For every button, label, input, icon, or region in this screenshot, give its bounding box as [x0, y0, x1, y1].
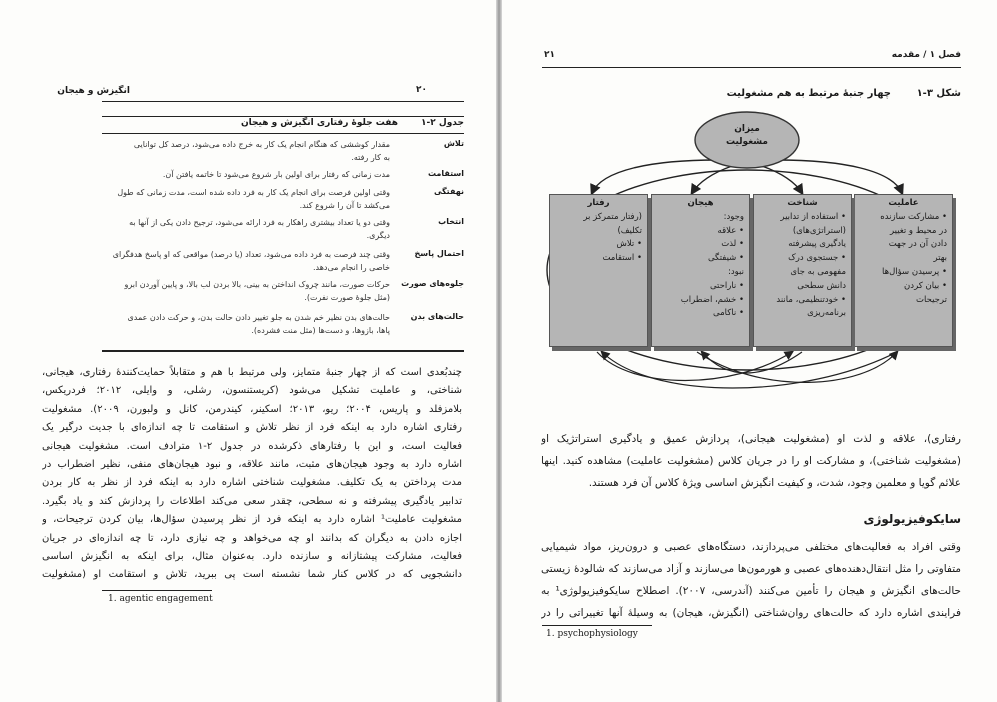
box-item: برنامه‌ریزی	[807, 308, 846, 319]
box-behavior	[549, 194, 648, 347]
subheading: سایکوفیزیولوژی	[863, 512, 961, 526]
box-item: وجود:	[723, 211, 744, 222]
body-line: مدت پرداختن به یک تکلیف. مشغولیت شناختی اشاره دارد به اینکه فرد از نظر به کار بردن	[42, 477, 462, 489]
box-item: • خودتنظیمی، مانند	[776, 294, 846, 305]
table-description-line: مدت زمانی که رفتار برای اولین بار شروع می‌شود تا خاتمه یافتن آن.	[162, 170, 390, 179]
body-line: شناختی، و عاملیت تشکیل می‌شود (کریستنسون، رشلی، و وایلی، ۲۰۱۲؛ فردریکس،	[42, 385, 462, 397]
box-item: • پرسیدن سؤال‌ها	[882, 266, 947, 277]
left-page-number: ۲۰	[416, 85, 427, 95]
figure-title: چهار جنبهٔ مرتبط به هم مشغولیت	[726, 88, 891, 99]
box-item: در محیط و تغییر	[889, 225, 947, 236]
table-description-line: خاصی را انجام می‌دهد.	[312, 263, 390, 272]
table-description	[90, 311, 390, 337]
box-item: بهتر	[933, 253, 947, 264]
body-line: (مشغولیت شناختی)، و مشارکت او را در جریان کلاس (مشغولیت عاملیت) مشاهده کنید. اینها	[541, 455, 961, 467]
table-number: جدول ۲-۱	[421, 118, 464, 128]
body-line: علائم گویا و معلمین وجود، شدت، و کیفیت انگیزش اساسی ویژهٔ کلاس آن فرد هستند.	[588, 477, 961, 489]
body-line: دانشجویی که در کلاس کنار شما نشسته است پی ببرید، تلاش و استقامت او (مشغولیت	[42, 569, 462, 581]
table-description-line: پاها، بازوها، و دست‌ها (مثل منت فشرده).	[251, 326, 390, 335]
body-line: رفتاری اشاره دارد به اینکه فرد از نظر تلاش و استقامت تا چه اندازه‌ای با جدیت درگیر یک	[42, 422, 462, 434]
table-description-line: وقتی اولین فرصت برای انجام یک کار به فرد داده شده است، مدت زمانی که طول	[117, 188, 390, 197]
body-line: بلامزفلد و پاریس، ۲۰۰۴؛ ریو، ۲۰۱۳؛ اسکینر، کیندرمن، کانل و ولبورن، ۲۰۰۹). مشغولیت	[42, 403, 462, 415]
box-item: مفهومی به جای	[790, 266, 846, 277]
table-description	[90, 216, 390, 242]
table-term: نهفتگی	[433, 187, 464, 196]
table-description-line: حالت‌های بدن نظیر خم شدن به جلو تغییر دادن حالت بدن، و حرکت دادن عمدی	[127, 313, 390, 322]
box-item: ترجیحات	[916, 294, 947, 305]
box-item: • استقامت	[602, 253, 642, 264]
box-item: • تلاش	[616, 239, 642, 250]
body-line: فعالیت است، و این با رفتارهای ذکرشده در جدول ۲-۱ مترادف است. مشغولیت هیجانی	[42, 440, 462, 452]
table-title: هفت جلوهٔ رفتاری انگیزش و هیجان	[240, 118, 398, 128]
table-term: استقامت	[427, 169, 464, 178]
box-item: (رفتار متمرکز بر	[583, 211, 642, 222]
body-line: اجازه دادن به دیگران که بدانند او چه می‌خواهد و چه نیازی دارد، تا چه اندازه‌ای در جریان	[42, 532, 462, 544]
table-description	[90, 138, 390, 164]
box-title: عاملیت	[888, 198, 919, 208]
box-item: • بیان کردن	[904, 280, 947, 291]
box-item: • ناراحتی	[709, 280, 744, 291]
arrow-to-behavior	[592, 160, 717, 193]
box-cognition	[753, 194, 852, 347]
table-description-line: حرکات صورت، مانند چروک انداختن به بینی، بالا بردن لب بالا، و پایین آوردن ابرو	[124, 280, 390, 289]
box-item: • علاقه	[717, 225, 744, 236]
table-description-line: دیگری.	[366, 231, 390, 240]
body-line: فعالیت، مشارکت پیشتازانه و سازنده دارد. به‌عنوان مثال، برای اینکه به انگیزش اساسی	[42, 551, 462, 562]
box-item: یادگیری پیشرفته	[788, 239, 846, 250]
table-term: احتمال پاسخ	[414, 249, 464, 258]
table-term: تلاش	[443, 139, 464, 148]
figure-number: شکل ۳-۱	[916, 88, 961, 99]
right-footnote: 1. psychophysiology	[546, 629, 638, 639]
table-description-line: وقتی چند فرصت به فرد داده می‌شود، تعداد (یا درصد) مواقعی که او پاسخ هدفگرای	[112, 250, 390, 259]
left-page	[0, 0, 496, 702]
table-description	[90, 186, 390, 212]
left-footnote: 1. agentic engagement	[108, 594, 213, 604]
box-agency	[854, 194, 953, 347]
arrow-to-agency	[777, 160, 902, 193]
box-item: دانش سطحی	[797, 280, 846, 291]
table-term: جلوه‌های صورت	[401, 279, 464, 288]
body-line: متفاوتی را مثل انتقال‌دهنده‌های عصبی و هورمون‌ها می‌سازند و آزاد می‌سازند که شالودهٔ زیستی	[541, 563, 961, 575]
box-item: • خشم، اضطراب	[680, 294, 744, 305]
body-line: رفتاری)، علاقه و لذت او (مشغولیت هیجانی)، پردازش عمیق و یادگیری استراتژیک او	[541, 433, 961, 445]
table-description	[90, 248, 390, 274]
box-emotion	[651, 194, 750, 347]
body-line: تدابیر یادگیری پیشرفته و نه سطحی، چقدر سعی می‌کند اطلاعات را پردازش کند و یاد بگیرد.	[42, 495, 462, 507]
body-line: حالت‌های انگیزش و هیجان را تأمین می‌کنند (آندرسی، ۲۰۰۷). اصطلاح سایکوفیزیولوژی¹ به	[541, 585, 961, 597]
body-line: فرایندی اشاره دارد که حالت‌های روان‌شناختی (انگیزش، هیجان) به وسیلهٔ آنها تغییراتی را در	[541, 607, 961, 619]
table-term: حالت‌های بدن	[410, 312, 464, 321]
table-description	[90, 168, 390, 181]
box-item: نبود:	[728, 266, 744, 277]
right-running-head: فصل ۱ / مقدمه	[891, 50, 961, 60]
body-line: وقتی افراد به فعالیت‌های مختلفی می‌پردازند، دستگاه‌های عصبی و درون‌ریز، مواد شیمیایی	[541, 541, 961, 553]
right-page	[502, 0, 997, 702]
left-running-head: انگیزش و هیجان	[57, 86, 130, 96]
table-term: انتخاب	[438, 217, 464, 226]
box-item: • لذت	[721, 239, 744, 250]
table-description-line: (مثل جلوهٔ صورت نفرت).	[304, 293, 390, 302]
body-line: مشغولیت عاملیت¹ اشاره دارد به اینکه فرد از نظر پرسیدن سؤال‌ها، بیان کردن ترجیحات، و	[42, 514, 462, 526]
box-item: دادن آن در جهت	[888, 239, 947, 250]
box-item: • مشارکت سازنده	[880, 211, 947, 222]
box-title: هیجان	[687, 198, 714, 208]
box-item: • جستجوی درک	[788, 253, 846, 264]
box-item: • استفاده از تدابیر	[780, 211, 846, 222]
box-item: • شیفتگی	[707, 253, 744, 264]
box-item: تکلیف)	[617, 225, 642, 236]
box-title: شناخت	[787, 198, 818, 208]
right-page-number: ۲۱	[544, 50, 555, 60]
body-line: اشاره دارد به وجود هیجان‌های مثبت، مانند علاقه، و نبود هیجان‌های منفی، نظیر اضطراب در	[42, 459, 462, 470]
center-label: میزان مشغولیت	[725, 124, 769, 147]
box-title: رفتار	[587, 198, 610, 208]
box-item: • ناکامی	[713, 308, 744, 319]
table-description	[90, 278, 390, 304]
box-item: (استراتژی‌های)	[792, 225, 846, 236]
table-description-line: مقدار کوششی که هنگام انجام یک کار به خرج داده می‌شود، درصد کل توانایی	[133, 140, 390, 149]
table-description-line: به کار رفته.	[351, 153, 390, 162]
table-description-line: وقتی دو یا تعداد بیشتری راهکار به فرد ارائه می‌شود، ترجیح دادن یکی از آنها به	[129, 218, 390, 227]
table-description-line: می‌کشد تا آن را شروع کند.	[299, 201, 390, 210]
body-line: چندبُعدی است که از چهار جنبهٔ متمایز، ولی مرتبط با هم و متقابلاً حمایت‌کنندهٔ رفتاری، هیجانی،	[42, 367, 462, 378]
